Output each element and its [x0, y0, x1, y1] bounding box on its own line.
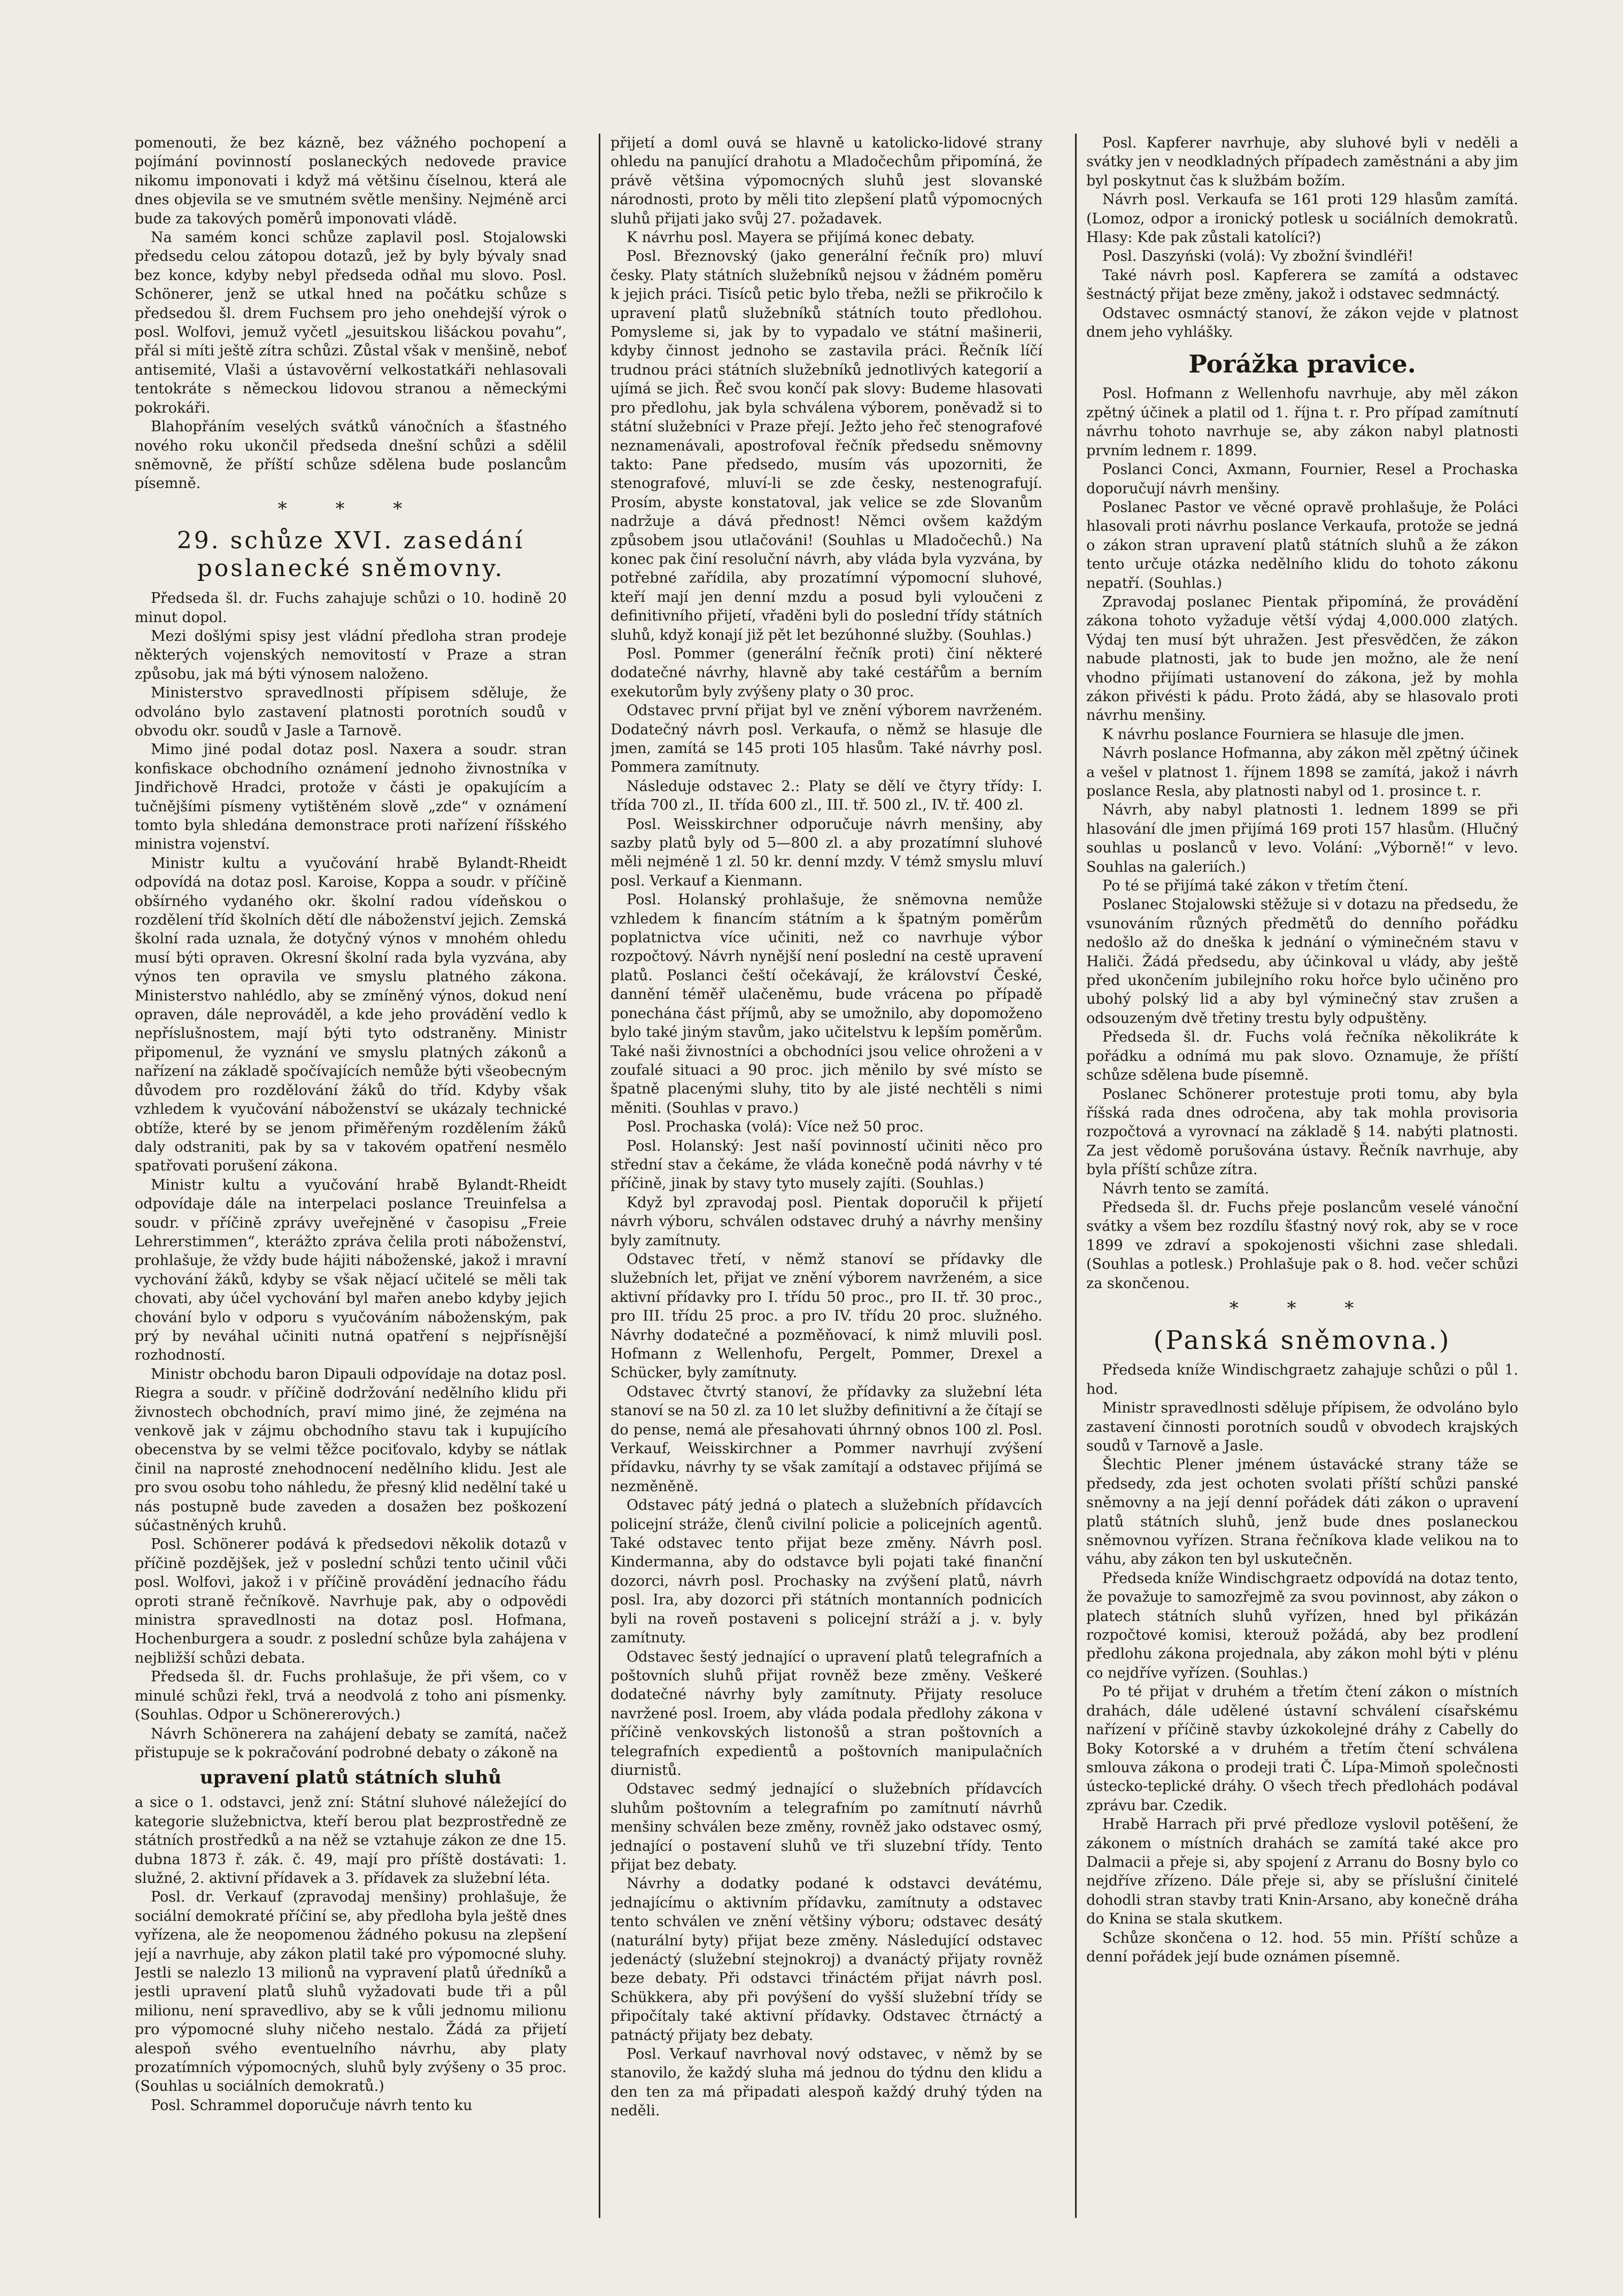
paragraph: Ministr kultu a vyučování hrabě Bylandt-Rheidt odpovídá na dotaz posl. Karoise, Koppa a soudr. v příčině obšírného vydaného okr. školní radou vídeňskou o rozdělení tříd školních dětí dle náboženství jejich. Zemská školní rada uznala, že dotyčný výnos v mnohém ohledu musí býti opraven. Okresní školní rada byla vyzvána, aby výnos ten opravila ve smyslu platného zákona. Ministerstvo nahlédlo, aby se zmíněný výnos, dokud není opraven, dále neprováděl, a kde jeho provádění vedlo k nepříslušnostem, mají býti tyto odstraněny. Ministr připomenul, že vyznání ve smyslu platných zákonů a nařízení na základě spočívajících nemůže býti všeobecným důvodem pro rozdělování žáků do tříd. Kdyby však vzhledem k vyučování náboženství se ukázaly technické obtíže, které by se jenom přiměřeným rozdělením žáků daly odstraniti, pak by sa v takovém opatření nesmělo spatřovati porušení zákona. [135, 855, 567, 1175]
section-heading: (Panská sněmovna.) [1153, 1325, 1451, 1356]
paragraph: Předseda šl. dr. Fuchs zahajuje schůzi o 10. hodině 20 minut dopol. [135, 590, 567, 626]
paragraph: Posl. Prochaska (volá): Více než 50 proc. [627, 1119, 924, 1136]
paragraph: Ministerstvo spravedlnosti přípisem sděluje, že odvoláno bylo zastavení platnosti porotních soudů v obvodu okr. soudů v Jasle a Tarnově. [135, 685, 567, 739]
paragraph: Na samém konci schůze zaplavil posl. Stojalowski předsedu celou zátopou dotazů, jež by byly bývaly snad bez konce, kdyby nebyl předseda odňal mu slovo. Posl. Schönerer, jenž se utkal hned na počátku schůze s předsedou šl. drem Fuchsem pro jeho onehdejší výrok o posl. Wolfovi, jemuž vyčetl „jesuitskou lišáckou povahu“, přál si míti ještě zítra schůzi. Zůstal však v menšině, neboť antisemité, Vlaši a ústavověrní velkostatkáři nehlasovali tentokráte s německou lidovou stranou a německými pokrokáři. [135, 229, 567, 416]
paragraph: Předseda šl. dr. Fuchs volá řečníka několikráte k pořádku a odnímá mu pak slovo. Oznamuje, že příští schůze sdělena bude písemně. [1086, 1029, 1518, 1084]
paragraph: Následuje odstavec 2.: Platy se dělí ve čtyry třídy: I. třída 700 zl., II. třída 600 zl., III. tř. 500 zl., IV. tř. 400 zl. [610, 778, 1042, 814]
paragraph: Předseda kníže Windischgraetz odpovídá na dotaz tento, že považuje to samozřejmě za svou povinnost, aby zákon o platech státních sluhů vyřízen, hned byl přikázán rozpočtové komisi, kterouž požádá, aby bez prodlení předlohu zákona projednala, aby zákon mohl býti v plénu co nejdříve vyřízen. (Souhlas.) [1086, 1570, 1518, 1681]
paragraph: Mimo jiné podal dotaz posl. Naxera a soudr. stran konfiskace obchodního oznámení jednoho živnostníka v Jindřichově Hradci, protože v části je opakujícím a tučnějšími písmeny vytištěném slově „zde“ v oznámení tomto byla shledána demonstrace proti nařízení říšského ministra vojenství. [135, 741, 567, 853]
paragraph: Když byl zpravodaj posl. Pientak doporučil k přijetí návrh výboru, schválen odstavec druhý a návrhy menšiny byly zamítnuty. [610, 1194, 1042, 1249]
paragraph: Posl. Verkauf navrhoval nový odstavec, v němž by se stanovilo, že každý sluha má jednou do týdnu den klidu a den ten za má připadati alespoň každý druhý týden na neděli. [610, 2046, 1042, 2120]
paragraph: Schůze skončena o 12. hod. 55 min. Příští schůze a denní pořádek její bude oznámen písemně. [1086, 1929, 1518, 1965]
paragraph: Poslanec Stojalowski stěžuje si v dotazu na předsedu, že vsunováním různých předmětů do denního pořádku nedošlo až do dneška k jednání o výminečném stavu v Haliči. Žádá předsedu, aby účinkoval u vlády, aby ještě před ukončením jubilejního roku hořce bylo učiněno pro ubohý polský lid a aby byl výminečný stav zrušen a odsouzeným dvě třetiny trestu byly odpuštěny. [1086, 896, 1518, 1027]
paragraph: Odstavec osmnáctý stanoví, že zákon vejde v platnost dnem jeho vyhlášky. [1086, 305, 1518, 341]
paragraph: Odstavec čtvrtý stanoví, že přídavky za služební léta stanoví se na 50 zl. za 10 let služby definitivní a že čítají se do pense, nemá ale přesahovati úhrnný obnos 100 zl. Posl. Verkauf, Weisskirchner a Pommer navrhují zvýšení přídavku, návrhy ty se však zamítají a odstavec přijímá se nezměněně. [610, 1383, 1042, 1495]
paragraph: Předseda šl. dr. Fuchs přeje poslancům veselé vánoční svátky a všem bez rozdílu šťastný nový rok, aby se v roce 1899 ve zdraví a spokojenosti všichni zase shledali. (Souhlas a potlesk.) Prohlašuje pak o 8. hod. večer schůzi za skončenou. [1086, 1199, 1518, 1292]
section-heading: Porážka pravice. [1188, 350, 1416, 379]
bold-subheading: upravení platů státních sluhů [200, 1767, 501, 1789]
paragraph: Ministr spravedlnosti sděluje přípisem, že odvoláno bylo zastavení činnosti porotních soudů v obvodech krajských soudů v Tarnově a Jasle. [1086, 1400, 1518, 1454]
paragraph: Posl. Březnovský (jako generální řečník pro) mluví česky. Platy státních služebníků nejsou v žádném poměru k jejich práci. Tisíců petic bylo třeba, nežli se přikročilo k upravení platů služebníků státních touto předlohou. Pomysleme si, jak by to vypadalo ve státní mašinerii, kdyby činnost jednoho se zastavila práci. Řečník líčí trudnou práci státních služebníků jednotlivých kategorií a ujímá se jich. Řeč svou končí pak slovy: Budeme hlasovati pro předlohu, jak byla schválena výborem, poněvadž si to státní služebníci v Praze přejí. Ježto jeho řeč stenografové neznamenávali, apostrofoval řečník předsedu sněmovny takto: Pane předsedo, musím vás upozorniti, že stenografové, mluví-li se zde česky, nestenografují. Prosím, abyste konstatoval, jak velice se zde Slovanům nadržuje a dává přednost! Němci ovšem každým způsobem jsou utlačováni! (Souhlas u Mladočechů.) Na konec pak činí resoluční návrh, aby vláda byla vyzvána, by potřebné zařídila, aby prozatímní výpomocní sluhové, kteří mají jen denní mzdu a posud byli vyloučeni z definitivního přijetí, vřaděni byli do poslední třídy státních sluhů, když konají již pět let bezúhonné služby. (Souhlas.) [610, 248, 1042, 643]
section-heading: 29. schůze XVI. zasedání poslanecké sněmovny. [176, 527, 525, 583]
paragraph: a sice o 1. odstavci, jenž zní: Státní sluhové náležející do kategorie služebnictva, kteří berou plat bezprostředně ze státních prostředků a na něž se vztahuje zákon ze dne 15. dubna 1873 ř. zák. č. 49, mají pro příště dostávati: 1. služné, 2. aktivní přídavek a 3. přídavek za služební léta. [135, 1794, 567, 1887]
paragraph: Posl. Holanský prohlašuje, že sněmovna nemůže vzhledem k financím státním a k špatným poměrům poplatnictva více učiniti, než co navrhuje výbor rozpočtový. Návrh nynější není poslední na cestě upravení platů. Poslanci čeští očekávají, že království České, dannění téměř ulačeněmu, bude vrácena po případě ponechána část příjmů, aby se umožnilo, aby dopomoženo bylo také jiným stavům, jako učitelstvu k lepším poměrům. Také naši živnostníci a obchodníci jsou velice ohroženi a v zoufalé situaci a 90 proc. jich měnilo by své místo se špatně placenými sluhy, tito by ale jisté nechtěli s nimi měniti. (Souhlas v pravo.) [610, 891, 1042, 1116]
paragraph: Návrh tento se zamítá. [1102, 1180, 1270, 1197]
paragraph: Odstavec sedmý jednající o služebních přídavcích sluhům poštovním a telegrafním po zamítnutí návrhů menšiny schválen beze změny, rovněž jako odstavec osmý, jednající o postavení sluhů ve tři sluzební třídy. Tento přijat bez debaty. [610, 1781, 1042, 1873]
paragraph: Po té se přijímá také zákon v třetím čtení. [1102, 878, 1409, 895]
column-divider [599, 134, 600, 2218]
paragraph: Posl. Weisskirchner odporučuje návrh menšiny, aby sazby platů byly od 5—800 zl. a aby prozatímní sluhové měli nejméně 1 zl. 50 kr. denní mzdy. V témž smyslu mluví posl. Verkauf a Kienmann. [610, 816, 1042, 889]
paragraph: Posl. dr. Verkauf (zpravodaj menšiny) prohlašuje, že sociální demokraté příčiní se, aby předloha byla ještě dnes vyřízena, ale že neopomenou žádného pokusu na zlepšení její a navrhuje, aby zákon platil také pro výpomocné sluhy. Jestli se nalezlo 13 milionů na vypravení platů úředníků a jestli upravení platů sluhů vyžadovati bude tři a půl milionu, není spravedlivo, aby se k vůli jednomu milionu pro výpomocné sluhy ničeho nestalo. Žádá za přijetí alespoň svého eventuelního návrhu, aby platy prozatímních výpomocných, sluhů byly zvýšeny o 35 proc. (Souhlas u sociálních demokratů.) [135, 1889, 567, 2095]
column-1 [135, 134, 567, 2234]
paragraph: Posl. Pommer (generální řečník proti) činí některé dodatečné návrhy, hlavně aby také cestářům a berním exekutorům byly zvýšeny platy o 30 proc. [610, 645, 1042, 700]
column-3 [1086, 134, 1518, 2234]
paragraph: Ministr kultu a vyučování hrabě Bylandt-Rheidt odpovídaje dále na interpelaci poslance Treuinfelsa a soudr. v příčině zprávy uveřejněné v časopisu „Freie Lehrerstimmen“, kterážto zpráva čelila proti náboženství, prohlašuje, že vždy bude hájiti náboženské, jakož i mravní vychování žáků, kdyby se však nějací učitelé se měli tak chovati, aby účel vychování byl mařen anebo kdyby jejich chování bylo v odporu s vyučováním náboženským, pak prý by neváhal učiniti nutná opatření s nejpřísnější rozhodností. [135, 1176, 567, 1364]
paragraph: K návrhu posl. Mayera se přijímá konec debaty. [627, 229, 975, 246]
paragraph: Posl. Hofmann z Wellenhofu navrhuje, aby měl zákon zpětný účinek a platil od 1. října t. r. Pro případ zamítnutí návrhu tohoto navrhuje se, aby zákon nabyl platnosti prvním lednem r. 1899. [1086, 385, 1518, 459]
paragraph: Blahopřáním veselých svátků vánočních a šťastného nového roku ukončil předseda dnešní schůzi a sdělil sněmovně, že příští schůze sdělena bude poslancům písemně. [135, 418, 567, 492]
paragraph: Také návrh posl. Kapferera se zamítá a odstavec šestnáctý přijat beze změny, jakož i odstavec sedmnáctý. [1086, 267, 1518, 303]
paragraph: Posl. Holanský: Jest naší povinností učiniti něco pro střední stav a čekáme, že vláda konečně podá návrhy v té příčině, jinak by stavy tyto musely zajíti. (Souhlas.) [610, 1137, 1042, 1192]
paragraph: Návrh, aby nabyl platnosti 1. lednem 1899 se při hlasování dle jmen přijímá 169 proti 157 hlasům. (Hlučný souhlas u poslanců v levo. Volání: „Výborně!“ v levo. Souhlas na galeriích.) [1086, 802, 1518, 875]
paragraph: Posl. Schrammel doporučuje návrh tento ku [151, 2097, 473, 2114]
paragraph: Návrh Schönerera na zahájení debaty se zamítá, načež přistupuje se k pokračování podrobné debaty o zákoně na [135, 1725, 567, 1761]
paragraph: Po té přijat v druhém a třetím čtení zákon o místních drahách, dále udělené ústavní schválení císařskému nařízení v příčině stavby úzkokolejné dráhy z Cabelly do Boky Kotorské a v druhém a třetím čtení schválena smlouva zákona o prodeji trati Č. Lípa-Mimoň společnosti ústecko-teplické dráhy. O všech třech předlohách podával zprávu bar. Czedik. [1086, 1684, 1518, 1814]
paragraph: Hrabě Harrach při prvé předloze vyslovil potěšení, že zákonem o místních drahách se zamítá také akce pro Dalmacii a přeje si, aby spojení z Arranu do Bosny bylo co nejdříve zřízeno. Dále přeje si, aby se příslušní činitelé dohodli stran stavby trati Knin-Arsano, aby konečně dráha do Knina se stala skutkem. [1086, 1816, 1518, 1928]
section-separator: * * * [277, 498, 424, 519]
paragraph: Návrh poslance Hofmanna, aby zákon měl zpětný účinek a vešel v platnost 1. říjnem 1898 se zamítá, jakož i návrh poslance Resla, aby platnosti nabyl od 1. prosince t. r. [1086, 745, 1518, 800]
paragraph: Poslanec Pastor ve věcné opravě prohlašuje, že Poláci hlasovali proti návrhu poslance Verkaufa, protože se jedná o zákon stran upravení platů státních sluhů a že zákon tento určuje otázka nedělního klidu do tohoto zákonu nepatří. (Souhlas.) [1086, 499, 1518, 592]
paragraph: K návrhu poslance Fourniera se hlasuje dle jmen. [1102, 726, 1465, 743]
paragraph: Zpravodaj poslanec Pientak připomíná, že provádění zákona tohoto vyžaduje větší výdaj 4,000.000 zlatých. Výdaj ten musí být uhražen. Jest přesvědčen, že zákon nabude platnosti, jak to bude jen možno, ale že není vhodno přijímati ustanovení do zákona, jež by mohla zákon přivésti k pádu. Proto žádá, aby se hlasovalo proti návrhu menšiny. [1086, 593, 1518, 724]
section-separator: * * * [1229, 1297, 1375, 1319]
paragraph: Posl. Daszyński (volá): Vy zbožní švindléři! [1102, 248, 1414, 265]
paragraph: Návrhy a dodatky podané k odstavci devátému, jednajícímu o aktivním přídavku, zamítnuty a odstavec tento schválen ve znění většiny výboru; odstavec desátý (naturální byty) přijat beze změny. Následující odstavec jedenáctý (služební stejnokroj) a dvanáctý přijaty rovněž beze debaty. Při odstavci třináctém přijat návrh posl. Schükkera, aby při povýšení do vyšší služební třídy se připočítaly také aktivní přídavky. Odstavec čtrnáctý a patnáctý přijaty bez debaty. [610, 1875, 1042, 2044]
paragraph: Poslanec Schönerer protestuje proti tomu, aby byla říšská rada dnes odročena, aby tak mohla provisoria rozpočtová a vyrovnací na základě § 14. nabýti platnosti. Za jest vědomě porušována ústavy. Řečník navrhuje, aby byla příští schůze zítra. [1086, 1085, 1518, 1178]
paragraph: Odstavec třetí, v němž stanoví se přídavky dle služebních let, přijat ve znění výborem navrženém, a sice aktivní přídavky pro I. třídu 50 proc., pro II. tř. 30 proc., pro III. třídu 25 proc. a pro IV. třídu 20 proc. služného. Návrhy dodatečné a pozměňovací, k nimž mluvili posl. Hofmann z Wellenhofu, Pergelt, Pommer, Drexel a Schücker, byly zamítnuty. [610, 1251, 1042, 1382]
column-divider [1075, 134, 1077, 2218]
paragraph: Poslanci Conci, Axmann, Fournier, Resel a Prochaska doporučují návrh menšiny. [1086, 461, 1518, 497]
paragraph: přijetí a doml ouvá se hlavně u katolicko-lidové strany ohledu na panující drahotu a Mladočechům připomíná, že právě většina výpomocných sluhů jest slovanské národnosti, proto by měli tito zlepšení platů výpomocných sluhů přijati jako svůj 27. požadavek. [610, 135, 1042, 227]
paragraph: Odstavec pátý jedná o platech a služebních přídavcích policejní stráže, členů civilní policie a policejních agentů. Také odstavec tento přijat beze změny. Návrh posl. Kindermanna, aby do odstavce byli pojati také finanční dozorci, návrh posl. Prochasky na zvýšení platů, návrh posl. Ira, aby dozorci při státních montanních podnicích byli na roveň postaveni s policejní stráží a j. v. byly zamítnuty. [610, 1497, 1042, 1647]
paragraph: Odstavec šestý jednající o upravení platů telegrafních a poštovních sluhů přijat rovněž beze změny. Veškeré dodatečné návrhy byly zamítnuty. Přijaty resoluce navržené posl. Iroem, aby vláda podala předlohy zákona v příčině venkovských listonošů a stran poštovních a telegrafních expedientů a poštovních manipulačních diurnistů. [610, 1648, 1042, 1779]
paragraph: Šlechtic Plener jménem ústavácké strany táže se předsedy, zda jest ochoten svolati příští schůzi panské sněmovny a na její denní pořádek dáti zákon o upravení platů státních sluhů, jenž bude dnes poslaneckou sněmovnou vyřízen. Strana řečníkova klade velikou na to váhu, aby zákon ten byl uskutečněn. [1086, 1456, 1518, 1568]
paragraph: Mezi došlými spisy jest vládní předloha stran prodeje některých vojenských nemovitostí v Praze a stran způsobu, jak má býti výnosem naloženo. [135, 627, 567, 682]
column-2 [610, 134, 1042, 2234]
paragraph: Odstavec první přijat byl ve znění výborem navrženém. Dodatečný návrh posl. Verkaufa, o němž se hlasuje dle jmen, zamítá se 145 proti 105 hlasům. Také návrhy posl. Pommera zamítnuty. [610, 702, 1042, 776]
paragraph: Předseda kníže Windischgraetz zahajuje schůzi o půl 1. hod. [1086, 1362, 1518, 1398]
paragraph: pomenouti, že bez kázně, bez vážného pochopení a pojímání povinností poslaneckých nedovede pravice nikomu imponovati i když má většinu číselnou, která ale dnes objevila se ve smutném světle menšiny. Nejméně arci bude za takových poměrů imponovati vládě. [135, 135, 567, 227]
paragraph: Předseda šl. dr. Fuchs prohlašuje, že při všem, co v minulé schůzi řekl, trvá a neodvolá z toho ani písmenky. (Souhlas. Odpor u Schönererových.) [135, 1669, 567, 1724]
paragraph: Posl. Schönerer podává k předsedovi několik dotazů v příčině pozdějšek, jež v poslední schůzi tento učinil vůči posl. Wolfovi, jakož i v příčině provádění jednacího řádu oproti straně řečníkově. Navrhuje pak, aby o odpovědi ministra spravedlnosti na dotaz posl. Hofmana, Hochenburgera a soudr. z poslední schůze byla zahájena v nejbližší schůzi debata. [135, 1536, 567, 1666]
paragraph: Návrh posl. Verkaufa se 161 proti 129 hlasům zamítá. (Lomoz, odpor a ironický potlesk u sociálních demokratů. Hlasy: Kde pak zůstali katolíci?) [1086, 191, 1518, 246]
paragraph: Ministr obchodu baron Dipauli odpovídaje na dotaz posl. Riegra a soudr. v příčině dodržování nedělního klidu při živnostech obchodních, praví mimo jiné, že zejména na venkově jak v zájmu obchodního stavu tak i kupujícího obecenstva by se velmi těžce pociťovalo, kdyby se nátlak činil na naprosté znehodnocení nedělního klidu. Jest ale pro svou osobu toho náhledu, že přesný klid nedělní také u nás postupně bude zaveden a dosažen bez poškození súčastněných kruhů. [135, 1366, 567, 1534]
paragraph: Posl. Kapferer navrhuje, aby sluhové byli v neděli a svátky jen v neodkladných případech zaměstnáni a aby jim byl poskytnut čas k službám božím. [1086, 135, 1518, 189]
